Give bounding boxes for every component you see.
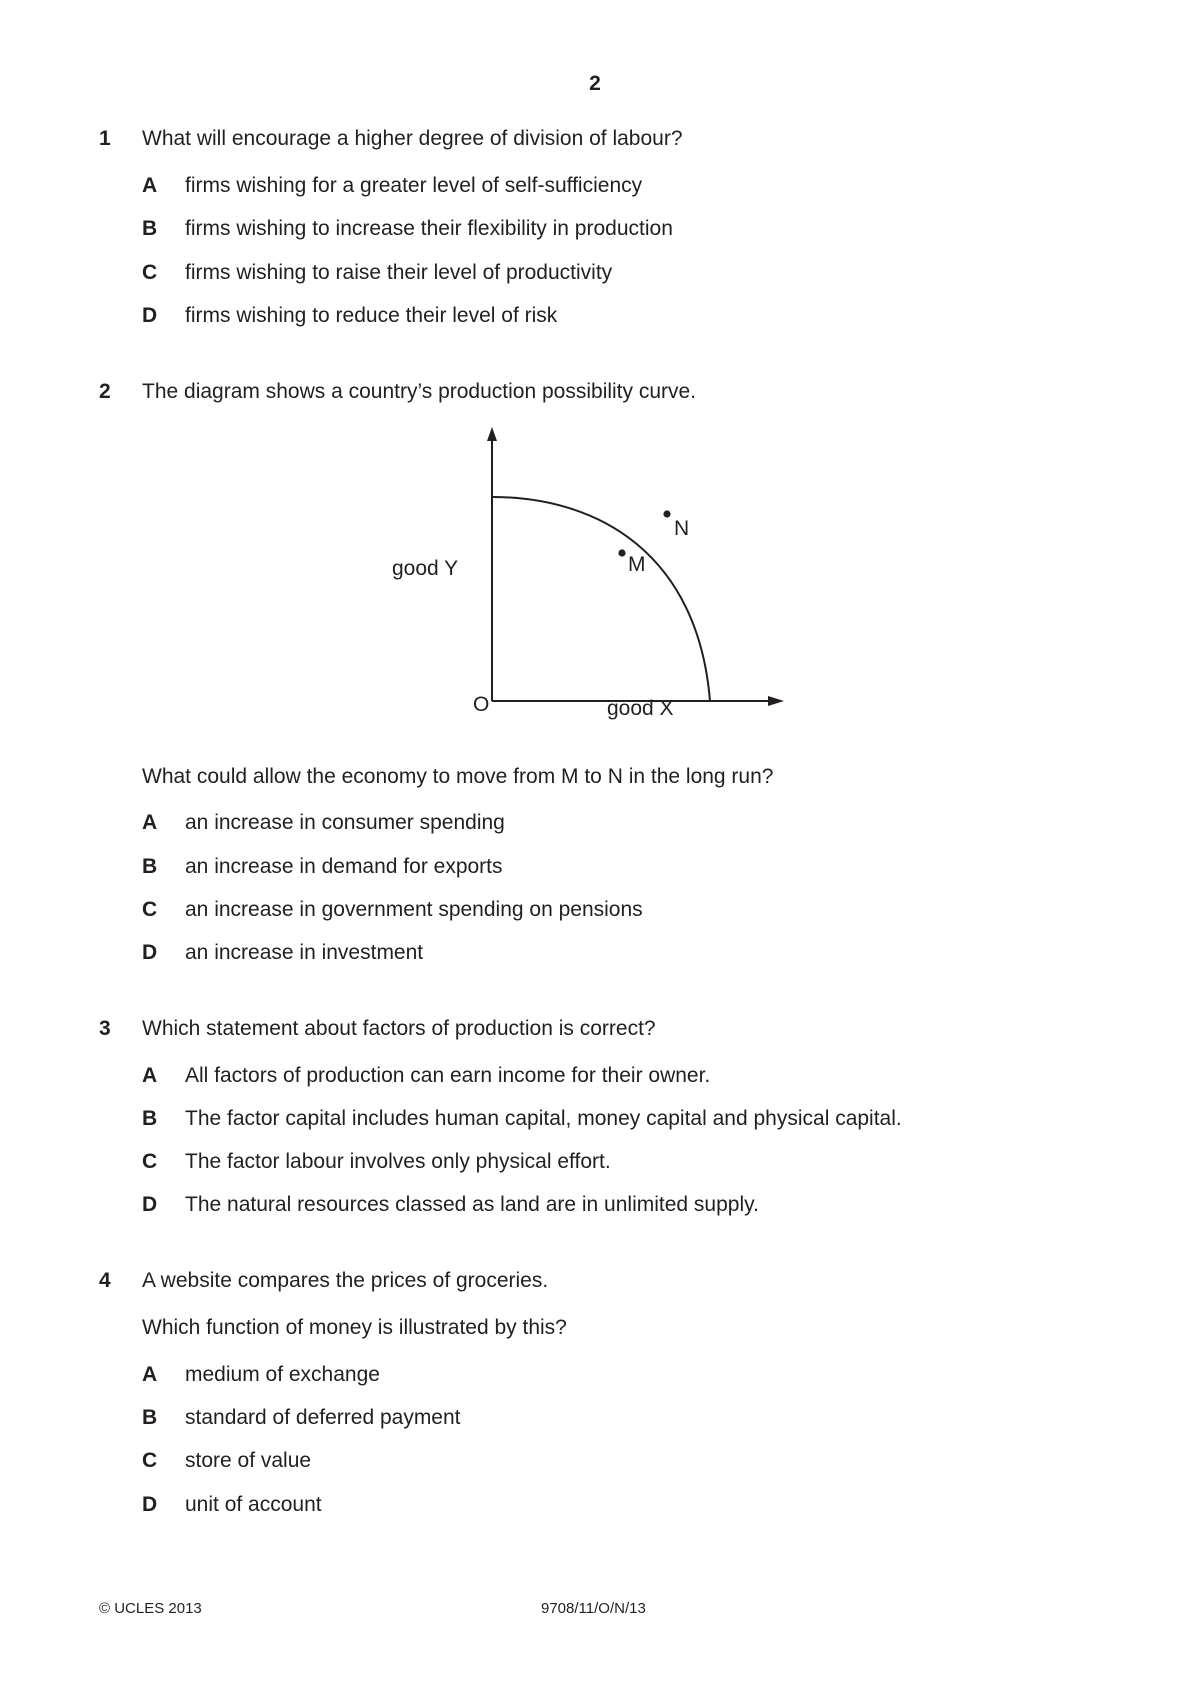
q4-option-d[interactable] bbox=[0, 1493, 1190, 1521]
option-text: The factor capital includes human capital, money capital and physical capital. bbox=[185, 1107, 902, 1130]
option-letter: A bbox=[142, 1064, 158, 1087]
q1-option-a[interactable] bbox=[0, 174, 1190, 202]
option-text: an increase in consumer spending bbox=[185, 811, 505, 834]
x-axis-label: good X bbox=[607, 697, 674, 720]
ppc-diagram bbox=[392, 425, 800, 745]
q1-option-b[interactable] bbox=[0, 217, 1190, 245]
option-text: The factor labour involves only physical effort. bbox=[185, 1150, 611, 1173]
q1-option-d[interactable] bbox=[0, 304, 1190, 332]
q2-option-c[interactable] bbox=[0, 898, 1190, 926]
q4-option-c[interactable] bbox=[0, 1449, 1190, 1477]
origin-label: O bbox=[473, 693, 490, 716]
q1-option-c[interactable] bbox=[0, 261, 1190, 289]
option-text: an increase in government spending on pensions bbox=[185, 898, 643, 921]
q2-option-a[interactable] bbox=[0, 811, 1190, 839]
option-letter: A bbox=[142, 174, 158, 197]
option-letter: C bbox=[142, 261, 158, 284]
question-follow-up: Which function of money is illustrated by this? bbox=[142, 1316, 567, 1339]
q2-option-d[interactable] bbox=[0, 941, 1190, 969]
question-text: A website compares the prices of groceries. bbox=[142, 1269, 549, 1292]
point-n-label: N bbox=[674, 517, 690, 540]
ppc-svg bbox=[400, 425, 800, 745]
option-text: an increase in investment bbox=[185, 941, 424, 964]
option-letter: C bbox=[142, 898, 158, 921]
footer-code: 9708/11/O/N/13 bbox=[541, 1600, 646, 1617]
y-axis-label: good Y bbox=[392, 557, 459, 580]
x-axis-arrow-icon bbox=[768, 696, 784, 706]
q3-option-a[interactable] bbox=[0, 1064, 1190, 1092]
page-number: 2 bbox=[589, 72, 601, 95]
option-letter: A bbox=[142, 1363, 158, 1386]
question-number: 2 bbox=[99, 380, 111, 403]
option-letter: B bbox=[142, 1406, 158, 1429]
option-letter: D bbox=[142, 1493, 158, 1516]
q3-option-b[interactable] bbox=[0, 1107, 1190, 1135]
option-text: medium of exchange bbox=[185, 1363, 380, 1386]
question-text: What will encourage a higher degree of division of labour? bbox=[142, 127, 683, 150]
option-letter: D bbox=[142, 304, 158, 327]
option-letter: B bbox=[142, 217, 158, 240]
question-number: 4 bbox=[99, 1269, 111, 1292]
option-letter: C bbox=[142, 1150, 158, 1173]
option-text: an increase in demand for exports bbox=[185, 855, 503, 878]
point-n bbox=[663, 510, 670, 517]
option-text: firms wishing for a greater level of self-sufficiency bbox=[185, 174, 643, 197]
point-m-label: M bbox=[628, 553, 646, 576]
option-letter: C bbox=[142, 1449, 158, 1472]
q4-option-b[interactable] bbox=[0, 1406, 1190, 1434]
option-letter: A bbox=[142, 811, 158, 834]
y-axis-arrow-icon bbox=[487, 427, 497, 441]
question-number: 1 bbox=[99, 127, 111, 150]
q4-option-a[interactable] bbox=[0, 1363, 1190, 1391]
option-text: The natural resources classed as land are in unlimited supply. bbox=[185, 1193, 759, 1216]
option-text: firms wishing to raise their level of productivity bbox=[185, 261, 613, 284]
point-m bbox=[618, 549, 625, 556]
q3-option-d[interactable] bbox=[0, 1193, 1190, 1221]
question-text: The diagram shows a country’s production possibility curve. bbox=[142, 380, 697, 403]
option-text: firms wishing to reduce their level of risk bbox=[185, 304, 558, 327]
option-letter: B bbox=[142, 1107, 158, 1130]
option-text: unit of account bbox=[185, 1493, 322, 1516]
q2-option-b[interactable] bbox=[0, 855, 1190, 883]
option-text: standard of deferred payment bbox=[185, 1406, 461, 1429]
option-text: All factors of production can earn income for their owner. bbox=[185, 1064, 711, 1087]
option-letter: D bbox=[142, 941, 158, 964]
question-follow-up: What could allow the economy to move from M to N in the long run? bbox=[142, 765, 774, 788]
option-letter: B bbox=[142, 855, 158, 878]
q3-option-c[interactable] bbox=[0, 1150, 1190, 1178]
option-text: store of value bbox=[185, 1449, 312, 1472]
question-number: 3 bbox=[99, 1017, 111, 1040]
option-letter: D bbox=[142, 1193, 158, 1216]
footer-copyright: © UCLES 2013 bbox=[99, 1600, 202, 1617]
question-text: Which statement about factors of production is correct? bbox=[142, 1017, 656, 1040]
option-text: firms wishing to increase their flexibility in production bbox=[185, 217, 673, 240]
